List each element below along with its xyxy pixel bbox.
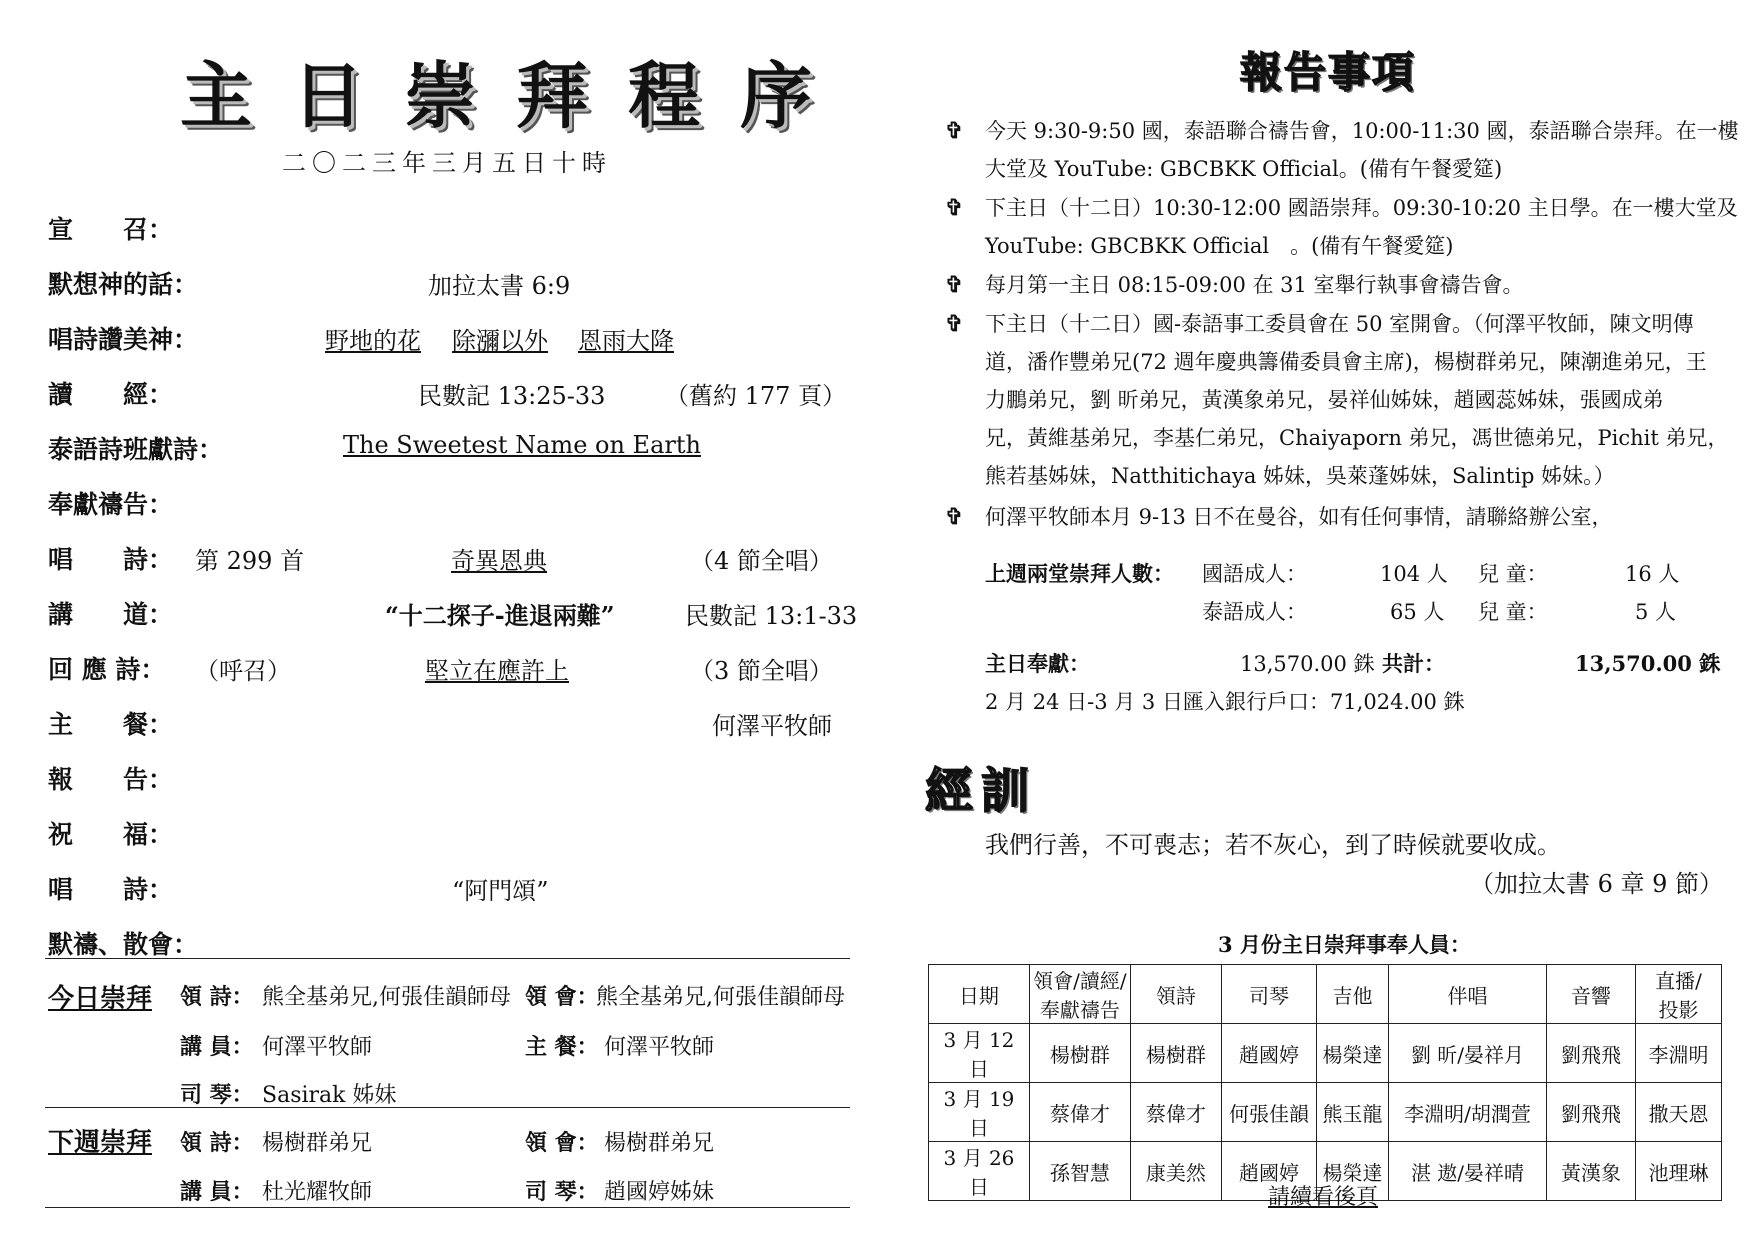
- row-value: 楊樹群弟兄: [262, 1131, 373, 1156]
- mandarin-child-count: 16 人: [1625, 562, 1680, 586]
- sermon-title: “十二探子-進退兩難”: [385, 601, 615, 630]
- announcement-line: 每月第一主日 08:15-09:00 在 31 室舉行執事會禱告會。: [985, 273, 1524, 297]
- col-header: 日期: [929, 965, 1030, 1024]
- item-content: 何澤平牧師: [712, 712, 832, 740]
- announcement-line: 何澤平牧師本月 9-13 日不在曼谷，如有任何事情，請聯絡辦公室，: [985, 505, 1613, 529]
- row-value: Sasirak 姊妹: [262, 1083, 397, 1108]
- item-content: （呼召）: [195, 657, 291, 685]
- hymn-link: 野地的花: [325, 327, 421, 355]
- table-cell: 趙國婷: [1222, 1024, 1317, 1083]
- row-label: 主 餐：: [525, 1034, 599, 1060]
- table-cell: 李淵明/胡潤萱: [1389, 1083, 1547, 1142]
- table-row: [929, 1083, 1722, 1142]
- duty-table: [928, 964, 1722, 1201]
- divider: [45, 958, 850, 959]
- divider: [45, 1207, 850, 1208]
- item-label: 唱 詩：: [48, 875, 174, 904]
- col-header: 直播/ 投影: [1636, 965, 1722, 1024]
- scripture-title: 經訓: [925, 763, 1038, 819]
- table-header-row: [929, 965, 1722, 1024]
- announcements-title: 報告事項: [1240, 48, 1417, 97]
- mandarin-child-label: 兒 童：: [1478, 562, 1548, 586]
- item-content: 加拉太書 6:9: [428, 272, 571, 300]
- scripture-text: 我們行善，不可喪志；若不灰心，到了時候就要收成。: [985, 831, 1561, 859]
- attendance-label: 上週兩堂崇拜人數：: [985, 561, 1174, 586]
- announcement-line: 力鵬弟兄，劉 昕弟兄，黃漢象弟兄，晏祥仙姊妹，趙國蕊姊妹，張國成弟: [985, 388, 1664, 412]
- cross-icon: ✞: [945, 195, 964, 221]
- row-label: 領 詩：: [180, 984, 254, 1010]
- table-row: [929, 1024, 1722, 1083]
- item-label: 祝 福：: [48, 820, 174, 849]
- thai-adult-label: 泰語成人：: [1202, 600, 1307, 624]
- table-cell: 池理琳: [1636, 1142, 1722, 1201]
- table-cell: 黃漢象: [1546, 1142, 1635, 1201]
- item-note: （3 節全唱）: [690, 657, 833, 685]
- bank-note: 2 月 24 日-3 月 3 日匯入銀行戶口：71,024.00 銖: [985, 690, 1465, 714]
- item-label: 唱 詩：: [48, 545, 174, 574]
- item-label: 默禱、散會：: [48, 930, 199, 959]
- item-content: The Sweetest Name on Earth: [343, 431, 701, 459]
- table-cell: 蔡偉才: [1029, 1083, 1130, 1142]
- row-label: 領 詩：: [180, 1130, 254, 1156]
- item-label: 報 告：: [48, 765, 174, 794]
- table-cell: 楊樹群: [1029, 1024, 1130, 1083]
- table-cell: 趙國婷: [1222, 1142, 1317, 1201]
- row-value: 熊全基弟兄,何張佳韻師母: [262, 985, 511, 1010]
- col-header: 吉他: [1316, 965, 1388, 1024]
- announcement-line: 熊若基姊妹，Natthitichaya 姊妹，吳萊蓬姊妹，Salintip 姊妹。）: [985, 464, 1615, 488]
- col-header: 司琴: [1222, 965, 1317, 1024]
- table-cell: 劉飛飛: [1546, 1024, 1635, 1083]
- announcement-line: 下主日（十二日）10:30-12:00 國語崇拜。09:30-10:20 主日學。在一樓大堂及: [985, 196, 1738, 220]
- announcement-line: 大堂及 YouTube: GBCBKK Official。(備有午餐愛筵): [985, 157, 1503, 181]
- table-cell: 劉飛飛: [1546, 1083, 1635, 1142]
- table-cell: 楊榮達: [1316, 1024, 1388, 1083]
- table-cell: 劉 昕/晏祥月: [1389, 1024, 1547, 1083]
- col-header: 伴唱: [1389, 965, 1547, 1024]
- duty-title: 3 月份主日崇拜事奉人員：: [1218, 932, 1471, 957]
- row-value: 趙國婷姊妹: [604, 1180, 715, 1205]
- row-label: 司 琴：: [180, 1082, 254, 1108]
- table-cell: 3 月 12 日: [929, 1024, 1030, 1083]
- row-label: 講 員：: [180, 1034, 254, 1060]
- item-note: 民數記 13:1-33: [685, 602, 858, 630]
- table-cell: 蔡偉才: [1130, 1083, 1221, 1142]
- announcement-line: 今天 9:30-9:50 國，泰語聯合禱告會，10:00-11:30 國，泰語聯合崇拜。在一樓: [985, 119, 1739, 143]
- table-cell: 撒天恩: [1636, 1083, 1722, 1142]
- announcement-line: 道，潘作豐弟兄(72 週年慶典籌備委員會主席)，楊樹群弟兄，陳潮進弟兄，王: [985, 350, 1707, 374]
- table-cell: 孫智慧: [1029, 1142, 1130, 1201]
- table-cell: 康美然: [1130, 1142, 1221, 1201]
- item-label: 默想神的話：: [48, 270, 199, 299]
- row-value: 熊全基弟兄,何張佳韻師母: [596, 985, 845, 1010]
- item-label: 讀 經：: [48, 380, 174, 409]
- table-cell: 湛 遨/晏祥晴: [1389, 1142, 1547, 1201]
- cross-icon: ✞: [945, 272, 964, 298]
- row-value: 何澤平牧師: [262, 1035, 373, 1060]
- item-content: 第 299 首: [195, 547, 305, 575]
- item-label: 主 餐：: [48, 710, 174, 739]
- row-label: 領 會：: [525, 984, 599, 1010]
- offering-label: 主日奉獻：: [985, 651, 1090, 676]
- continue-link[interactable]: 請續看後頁: [1268, 1185, 1379, 1210]
- hymn-link: 除瀰以外: [452, 327, 548, 355]
- cross-icon: ✞: [945, 311, 964, 337]
- hymn-link: 奇異恩典: [451, 547, 547, 575]
- hymn-link: 恩雨大降: [578, 327, 674, 355]
- row-value: 杜光耀牧師: [262, 1180, 373, 1205]
- item-note: （舊約 177 頁）: [665, 382, 847, 410]
- table-cell: 楊樹群: [1130, 1024, 1221, 1083]
- col-header: 音響: [1546, 965, 1635, 1024]
- item-label: 泰語詩班獻詩：: [48, 435, 224, 464]
- cross-icon: ✞: [945, 504, 964, 530]
- nextweek-heading: 下週崇拜: [48, 1128, 153, 1158]
- col-header: 領詩: [1130, 965, 1221, 1024]
- item-label: 講 道：: [48, 600, 174, 629]
- announcement-line: 兄，黃維基弟兄，李基仁弟兄，Chaiyaporn 弟兄，馮世德弟兄，Pichit 弟兄，: [985, 426, 1729, 450]
- item-label: 唱詩讚美神：: [48, 325, 199, 354]
- item-label: 宣 召：: [48, 215, 174, 244]
- thai-child-count: 5 人: [1635, 600, 1677, 624]
- item-note: （4 節全唱）: [690, 547, 833, 575]
- col-header: 領會/讀經/ 奉獻禱告: [1029, 965, 1130, 1024]
- cross-icon: ✞: [945, 118, 964, 144]
- row-value: 何澤平牧師: [604, 1035, 715, 1060]
- table-cell: 李淵明: [1636, 1024, 1722, 1083]
- announcement-line: 下主日（十二日）國-泰語事工委員會在 50 室開會。（何澤平牧師，陳文明傳: [985, 312, 1694, 336]
- thai-adult-count: 65 人: [1390, 600, 1445, 624]
- announcement-line: YouTube: GBCBKK Official 。(備有午餐愛筵): [985, 234, 1454, 258]
- table-cell: 楊榮達: [1316, 1142, 1388, 1201]
- table-cell: 熊玉龍: [1316, 1083, 1388, 1142]
- mandarin-adult-count: 104 人: [1380, 562, 1448, 586]
- row-label: 領 會：: [525, 1130, 599, 1156]
- total-label: 共計：: [1382, 651, 1445, 676]
- today-heading: 今日崇拜: [48, 984, 153, 1014]
- table-cell: 3 月 26 日: [929, 1142, 1030, 1201]
- item-label: 奉獻禱告：: [48, 490, 174, 519]
- program-date: 二〇二三年三月五日十時: [282, 149, 612, 177]
- hymn-link: 堅立在應許上: [425, 657, 569, 685]
- item-content: “阿門頌”: [452, 877, 549, 905]
- program-title: 主日崇拜程序: [180, 53, 853, 138]
- scripture-ref: （加拉太書 6 章 9 節）: [1470, 870, 1724, 898]
- row-label: 司 琴：: [525, 1179, 599, 1205]
- thai-child-label: 兒 童：: [1478, 600, 1548, 624]
- mandarin-adult-label: 國語成人：: [1202, 562, 1307, 586]
- table-cell: 何張佳韻: [1222, 1083, 1317, 1142]
- row-label: 講 員：: [180, 1179, 254, 1205]
- row-value: 楊樹群弟兄: [604, 1131, 715, 1156]
- table-cell: 3 月 19 日: [929, 1083, 1030, 1142]
- divider: [45, 1107, 850, 1108]
- total-amount: 13,570.00 銖: [1575, 651, 1721, 676]
- item-content: 民數記 13:25-33: [418, 382, 606, 410]
- offering-amount: 13,570.00 銖: [1240, 652, 1375, 676]
- item-label: 回 應 詩：: [48, 655, 166, 684]
